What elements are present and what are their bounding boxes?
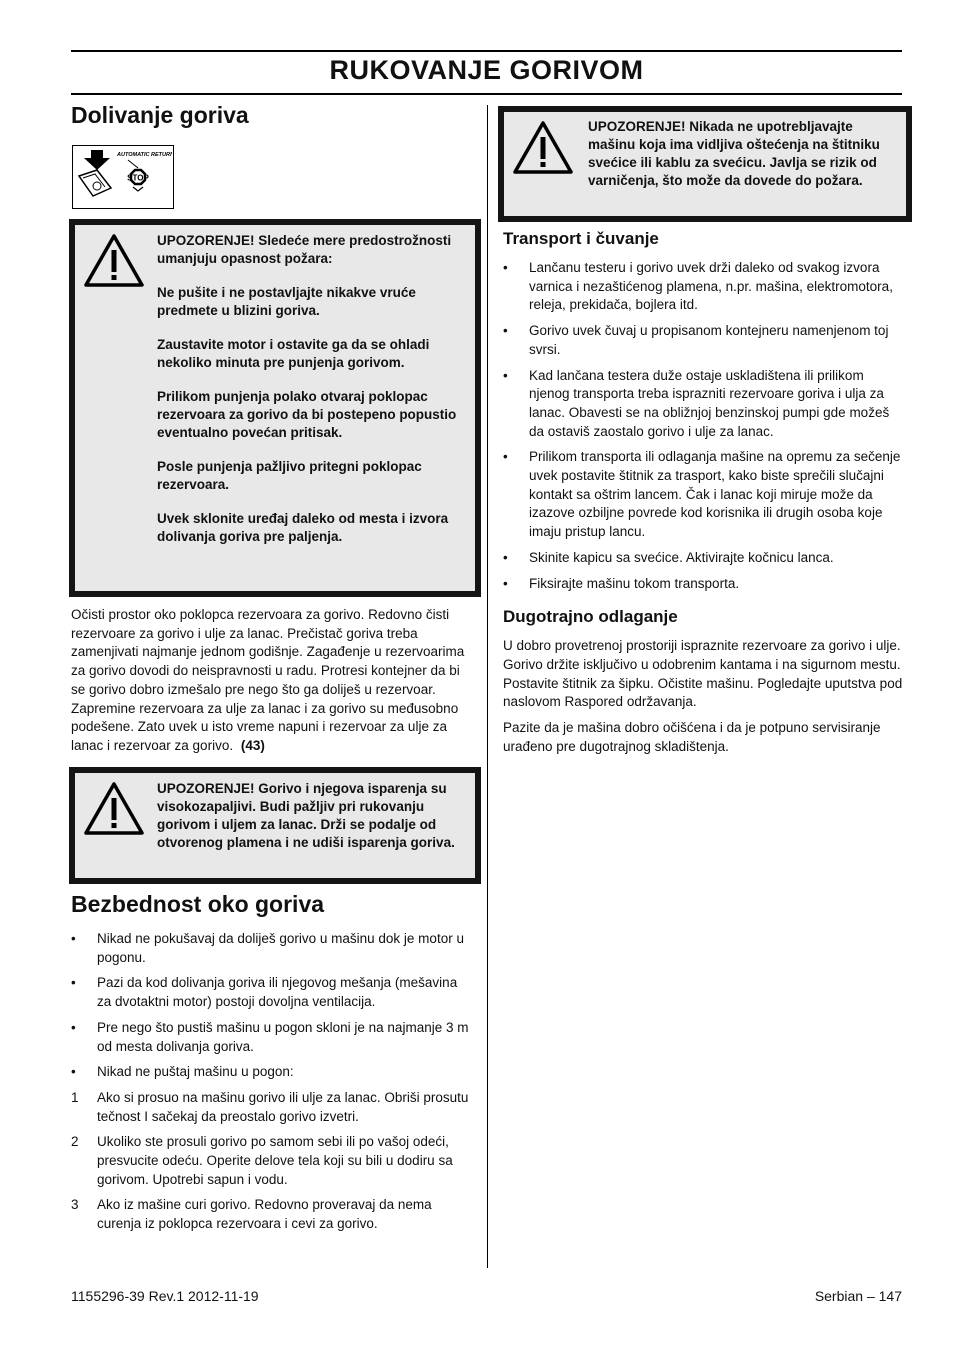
list-item-text: Lančanu testeru i gorivo uvek drži daleko od svakog izvora varnica i nezaštićenog plamena, n.pr. mašina, elektromotora, releja, prekidača, bojlera itd. [529, 260, 893, 313]
list-item [503, 367, 903, 442]
bullet: • [503, 323, 508, 339]
warning-box-spark [498, 106, 912, 222]
list-item-text: Skinite kapicu sa svećice. Aktivirajte kočnicu lanca. [529, 549, 834, 565]
bullet: • [503, 449, 508, 465]
header-rule-top [71, 50, 902, 52]
safety-section [71, 891, 473, 1241]
list-item [71, 1089, 473, 1126]
footer-page-number: Serbian – 147 [814, 1288, 902, 1304]
list-item [503, 322, 903, 359]
list-item [503, 259, 903, 315]
list-marker: 2 [71, 1134, 79, 1150]
transport-list [503, 259, 903, 593]
warning-line: Posle punjenja pažljivo pritegni poklopac rezervoara. [157, 459, 422, 492]
section-heading-transport: Transport i čuvanje [503, 229, 659, 248]
bullet: • [503, 260, 508, 275]
list-marker: • [71, 975, 76, 991]
svg-text:STOP: STOP [127, 173, 149, 183]
list-item-text: Nikad ne pokušavaj da doliješ gorivo u mašinu dok je motor u pogonu. [97, 931, 464, 965]
warning-box-flammable [69, 767, 481, 884]
warning-box-fire [69, 219, 481, 597]
column-divider [487, 105, 488, 1268]
header-rule-bottom [71, 93, 902, 95]
list-marker: • [71, 931, 76, 946]
list-item [503, 549, 903, 568]
fuel-stop-icon [73, 146, 172, 207]
warning-line: UPOZORENJE! Nikada ne upotrebljavajte mašinu koja ima vidljiva oštećenja na štitniku svećice ili kablu za svećicu. Javlja se rizik od varničenja, što može da dovede do požara. [588, 119, 880, 188]
section-heading-refuel: Dolivanje goriva [71, 102, 249, 128]
safety-list [71, 930, 473, 1234]
list-item-text: Nikad ne puštaj mašinu u pogon: [97, 1064, 294, 1080]
list-item-text: Ako iz mašine curi gorivo. Redovno proveravaj da nema curenja iz poklopca rezervoara i cevi za gorivo. [97, 1197, 432, 1232]
list-item-text: Ukoliko ste prosuli gorivo po samom sebi ili po vašoj odeći, presvucite odeću. Operite delove tela koji su bili u dodiru sa gorivom. Upotrebi sapun i vodu. [97, 1134, 453, 1187]
refuel-symbol-icon [72, 145, 174, 209]
bullet: • [503, 575, 508, 591]
list-item [71, 1019, 473, 1056]
list-marker: • [71, 1064, 76, 1080]
list-item-text: Ako si prosuo na mašinu gorivo ili ulje za lanac. Obriši prosutu tečnost I sačekaj da preostalo gorivo izvetri. [97, 1089, 469, 1124]
warning-line: Zaustavite motor i ostavite ga da se ohladi nekoliko minuta pre punjenja gorivom. [157, 337, 430, 370]
list-item-text: Fiksirajte mašinu tokom transporta. [529, 575, 740, 591]
list-item-text: Kad lančana testera duže ostaje uskladištena ili prilikom njenog transporta treba isprazniti rezervoare goriva i ulja za lanac. Obavesti se na obližnjoj benzinskoj pumpi gde možeš da ostaviš zaostalo gorivo i ulje za lanac. [529, 367, 890, 439]
section-heading-safety: Bezbednost oko goriva [71, 891, 325, 917]
list-item-text: Pre nego što pustiš mašinu u pogon skloni je na najmanje 3 m od mesta dolivanja goriva. [97, 1019, 469, 1054]
transport-section [503, 229, 903, 756]
warning-line: Uvek sklonite uređaj daleko od mesta i izvora dolivanja goriva pre paljenja. [157, 511, 449, 544]
warning-line: Ne pušite i ne postavljajte nikakve vruće predmete u blizini goriva. [157, 285, 416, 318]
left-column [71, 102, 480, 139]
list-item-text: Gorivo uvek čuvaj u propisanom kontejneru namenjenom toj svrsi. [529, 323, 889, 357]
warning-line: UPOZORENJE! Gorivo i njegova isparenja su visokozapaljivi. Budi pažljiv pri rukovanju gorivom i uljem za lanac. Drži se podalje od otvorenog plamena i ne udiši isparenja goriva. [157, 781, 455, 850]
list-marker: 3 [71, 1197, 79, 1213]
warning-triangle-icon [83, 233, 145, 288]
section-heading-storage: Dugotrajno odlaganje [503, 607, 678, 627]
list-item [503, 448, 903, 542]
refuel-paragraph-text: Očisti prostor oko poklopca rezervoara za gorivo. Redovno čisti rezervoare za gorivo i ulje za lanac. Prečistač goriva treba zamenjivati najmanje jednom godišnje. Zagađenje u rezervoarima za gorivo dovodi do neispravnosti u radu. Protresi kontejner da bi se gorivo dobro izmešalo pre nego što ga doliješ u rezervoar. Zapremine rezervoara za ulje za lanac i za gorivo su međusobno podešene. Zato uvek u isto vreme napuni i rezervoar za ulje za lanac i rezervoar za gorivo. [71, 607, 465, 753]
list-item-text: Prilikom transporta ili odlaganja mašine na opremu za sečenje uvek postavite štitnik za trasport, kako biste sprečili slučajni kontakt sa oštrim lancem. Čak i lanac koji miruje može da izazove ozbiljne povrede kod korisnika ili drugih osoba koje imaju pristup lancu. [529, 449, 901, 540]
refuel-paragraph [71, 606, 471, 756]
list-item [71, 1196, 473, 1233]
warning-triangle-icon [83, 781, 145, 836]
list-item [71, 930, 473, 967]
list-marker: • [71, 1019, 76, 1035]
list-marker: 1 [71, 1089, 79, 1105]
list-item [71, 974, 473, 1011]
list-item [503, 575, 903, 594]
figure-ref: (43) [240, 737, 265, 753]
bullet: • [503, 367, 508, 383]
svg-text:AUTOMATIC RETURN: AUTOMATIC RETURN [117, 152, 172, 158]
storage-paragraph: U dobro provetrenoj prostoriji ispraznite rezervoare za gorivo i ulje. Gorivo držite isključivo u odobrenim kantama i na sigurnom mestu. Postavite štitnik za šipku. Očistite mašinu. Pogledajte uputstva pod naslovom Raspored održavanja. [503, 638, 903, 710]
list-item [71, 1063, 473, 1082]
list-item-text: Pazi da kod dolivanja goriva ili njegovog mešanja (mešavina za dvotaktni motor) postoji dovoljna ventilacija. [97, 975, 458, 1010]
warning-triangle-icon [512, 120, 574, 175]
storage-paragraph: Pazite da je mašina dobro očišćena i da je potpuno servisiranje urađeno pre dugotrajnog skladištenja. [503, 720, 881, 754]
warning-line: Prilikom punjenja polako otvaraj poklopac rezervoara za gorivo da bi postepeno popustio eventualno povećan pritisak. [157, 389, 457, 440]
bullet: • [503, 549, 508, 565]
warning-line: UPOZORENJE! Sledeće mere predostrožnosti umanjuju opasnost požara: [157, 233, 452, 266]
refuel-paragraph-block [71, 606, 471, 756]
list-item [71, 1133, 473, 1189]
page-title: RUKOVANJE GORIVOM [329, 55, 644, 85]
footer-doc-id: 1155296-39 Rev.1 2012-11-19 [71, 1288, 259, 1304]
